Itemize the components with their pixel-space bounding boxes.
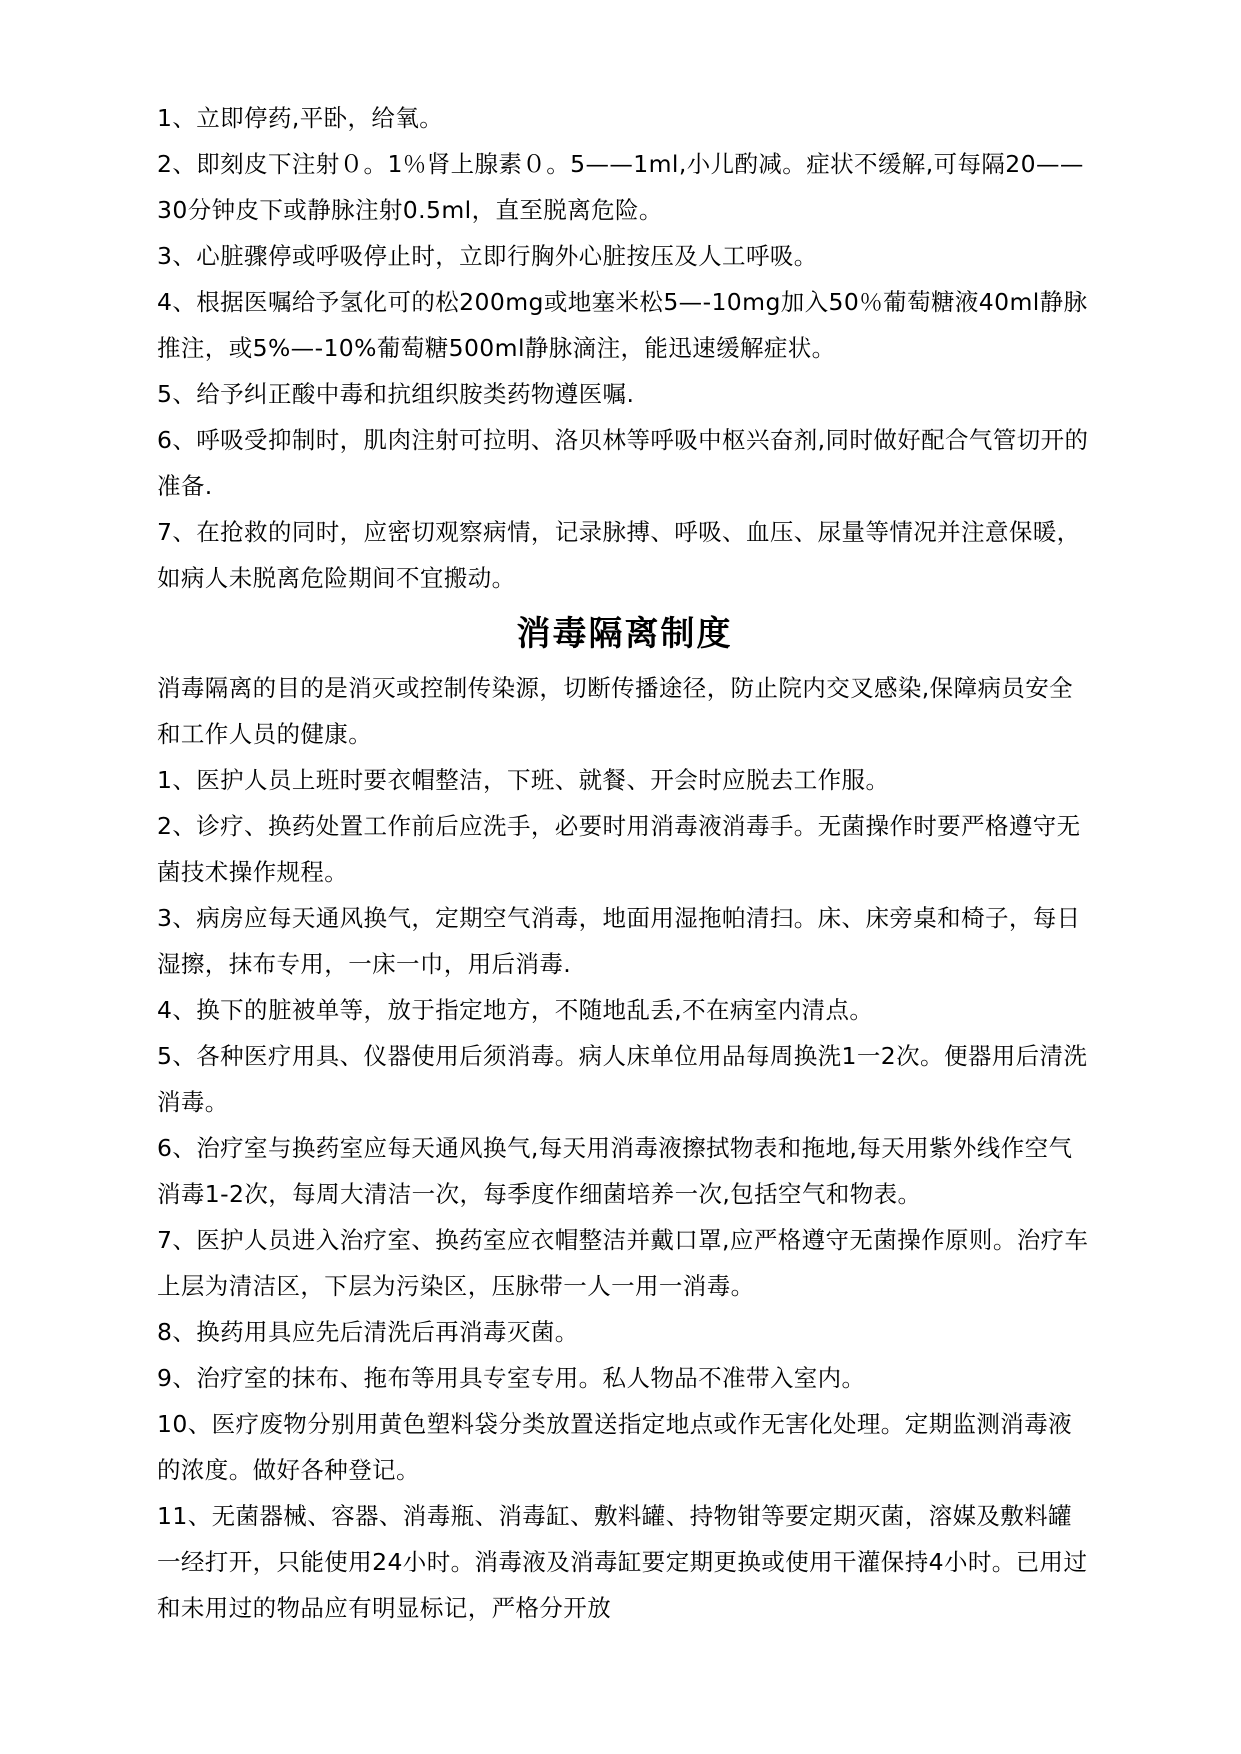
section-intro: 消毒隔离的目的是消灭或控制传染源，切断传播途径，防止院内交叉感染,保障病员安全和工作人员的健康。 [157,674,1074,748]
list-item: 8、换药用具应先后清洗后再消毒灭菌。 [157,1318,579,1346]
list-item: 2、诊疗、换药处置工作前后应洗手，必要时用消毒液消毒手。无菌操作时要严格遵守无菌技术操作规程。 [157,812,1081,886]
list-item: 3、病房应每天通风换气，定期空气消毒，地面用湿拖帕清扫。床、床旁桌和椅子，每日湿擦，抹布专用，一床一巾，用后消毒. [157,904,1081,978]
list-item: 1、立即停药,平卧，给氧。 [157,104,444,132]
list-item: 10、医疗废物分别用黄色塑料袋分类放置送指定地点或作无害化处理。定期监测消毒液的浓度。做好各种登记。 [157,1410,1073,1484]
list-item: 7、在抢救的同时，应密切观察病情，记录脉搏、呼吸、血压、尿量等情况并注意保暖，如病人未脱离危险期间不宜搬动。 [157,518,1081,592]
section-title: 消毒隔离制度 [516,614,733,654]
list-item: 3、心脏骤停或呼吸停止时，立即行胸外心脏按压及人工呼吸。 [157,242,818,270]
list-item: 5、给予纠正酸中毒和抗组织胺类药物遵医嘱. [157,380,635,408]
list-item: 9、治疗室的抹布、拖布等用具专室专用。私人物品不准带入室内。 [157,1364,866,1392]
list-item: 6、治疗室与换药室应每天通风换气,每天用消毒液擦拭物表和拖地,每天用紫外线作空气消毒1-2次，每周大清洁一次，每季度作细菌培养一次,包括空气和物表。 [157,1134,1073,1208]
list-item: 2、即刻皮下注射０。1％肾上腺素０。5——1ml,小儿酌减。症状不缓解,可每隔20——30分钟皮下或静脉注射0.5ml，直至脱离危险。 [157,150,1084,224]
list-item: 11、无菌器械、容器、消毒瓶、消毒缸、敷料罐、持物钳等要定期灭菌，溶媒及敷料罐一经打开，只能使用24小时。消毒液及消毒缸要定期更换或使用干灌保持4小时。已用过和未用过的物品应有明显标记，严格分开放 [157,1502,1088,1622]
document-page [157,95,1092,1631]
list-item: 7、医护人员进入治疗室、换药室应衣帽整洁并戴口罩,应严格遵守无菌操作原则。治疗车上层为清洁区，下层为污染区，压脉带一人一用一消毒。 [157,1226,1089,1300]
list-item: 4、换下的脏被单等，放于指定地方，不随地乱丢,不在病室内清点。 [157,996,874,1024]
list-item: 1、医护人员上班时要衣帽整洁，下班、就餐、开会时应脱去工作服。 [157,766,890,794]
list-item: 4、根据医嘱给予氢化可的松200mg或地塞米松5—-10mg加入50％葡萄糖液40ml静脉推注，或5%—-10%葡萄糖500ml静脉滴注，能迅速缓解症状。 [157,288,1088,362]
emergency-steps [157,95,1092,601]
list-item: 5、各种医疗用具、仪器使用后须消毒。病人床单位用品每周换洗1一2次。便器用后清洗消毒。 [157,1042,1088,1116]
list-item: 6、呼吸受抑制时，肌肉注射可拉明、洛贝林等呼吸中枢兴奋剂,同时做好配合气管切开的准备. [157,426,1089,500]
disinfection-section [157,665,1092,1631]
